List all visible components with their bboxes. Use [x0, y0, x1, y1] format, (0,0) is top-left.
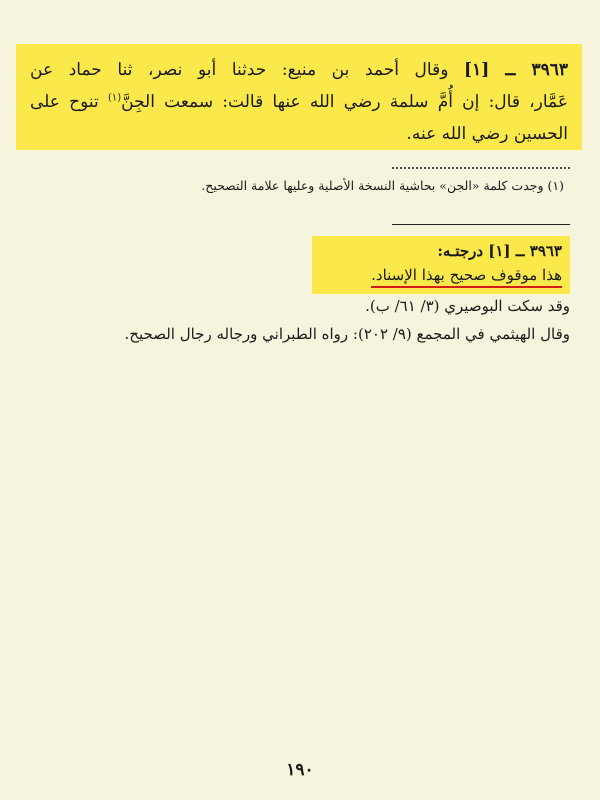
footnote: (١) وجدت كلمة «الجن» بحاشية النسخة الأصلية وعليها علامة التصحيح.: [201, 178, 564, 193]
hadith-line-3: الحسين رضي الله عنه.: [406, 124, 568, 144]
hadith-highlight-box: [16, 44, 582, 150]
page-number: ١٩٠: [286, 760, 314, 780]
hadith-number: ٣٩٦٣ ــ [١]: [464, 60, 569, 80]
hadith-line-1-text: وقال أحمد بن منيع: حدثنا أبو نصر، ثنا حماد عن: [30, 60, 449, 80]
hadith-line-2-text-a: عَمَّار، قال: إن أُمَّ سلمة رضي الله عنها قالت: سمعت الجِنَّ: [121, 92, 568, 112]
hadith-line-1: [30, 54, 568, 86]
hadith-line-2: [30, 86, 568, 118]
busiri-note: وقد سكت البوصيري (٣/ ٦١/ ب).: [365, 297, 570, 315]
grade-highlight-box: [312, 236, 570, 294]
grade-verdict: هذا موقوف صحيح بهذا الإسناد.: [371, 264, 562, 288]
haythami-note: وقال الهيثمي في المجمع (٩/ ٢٠٢): رواه الطبراني ورجاله رجال الصحيح.: [124, 325, 570, 343]
grade-heading: ٣٩٦٣ ــ [١] درجتـه:: [437, 242, 562, 260]
footnote-reference: (١): [107, 92, 122, 104]
hadith-line-2-text-b: تنوح على: [30, 92, 108, 112]
section-separator-line: [392, 224, 570, 225]
footnote-dotted-separator: [392, 163, 570, 169]
